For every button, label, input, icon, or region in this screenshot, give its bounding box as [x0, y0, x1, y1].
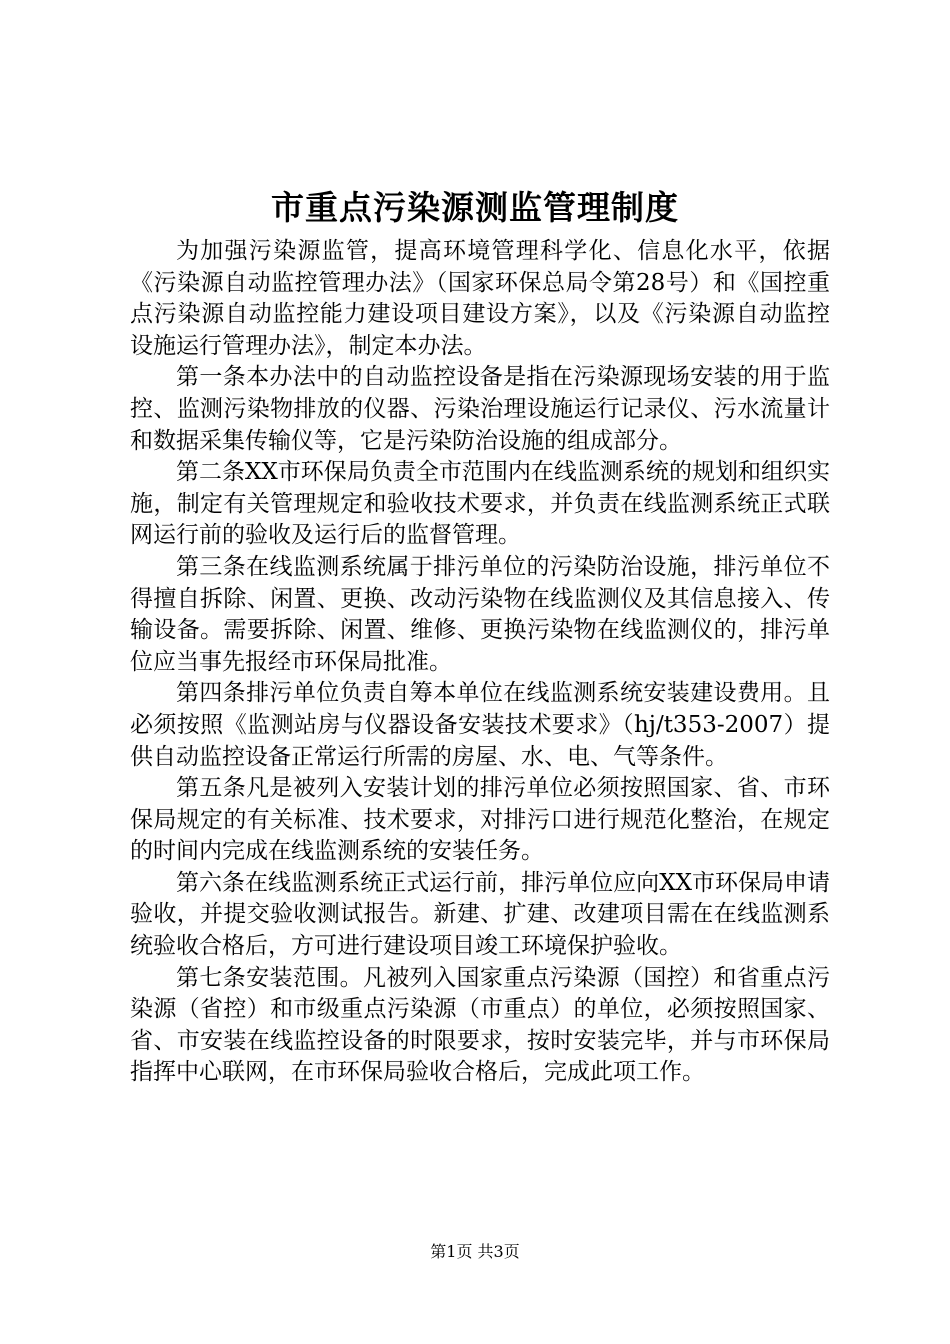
page-number-footer: 第1页 共3页 — [430, 1242, 520, 1261]
paragraph-article-2: 第二条XX市环保局负责全市范围内在线监测系统的规划和组织实施，制定有关管理规定和验收技术要求，并负责在线监测系统正式联网运行前的验收及运行后的监督管理。 — [130, 459, 830, 549]
paragraph-article-7: 第七条安装范围。凡被列入国家重点污染源（国控）和省重点污染源（省控）和市级重点污染源（市重点）的单位，必须按照国家、省、市安装在线监控设备的时限要求，按时安装完毕，并与市环保局指挥中心联网，在市环保局验收合格后，完成此项工作。 — [130, 964, 830, 1086]
paragraph-article-5: 第五条凡是被列入安装计划的排污单位必须按照国家、省、市环保局规定的有关标准、技术要求，对排污口进行规范化整治，在规定的时间内完成在线监测系统的安装任务。 — [130, 775, 830, 865]
paragraph-article-1: 第一条本办法中的自动监控设备是指在污染源现场安装的用于监控、监测污染物排放的仪器、污染治理设施运行记录仪、污水流量计和数据采集传输仪等，它是污染防治设施的组成部分。 — [130, 364, 830, 454]
paragraph-intro: 为加强污染源监管，提高环境管理科学化、信息化水平，依据《污染源自动监控管理办法》（国家环保总局令第28号）和《国控重点污染源自动监控能力建设项目建设方案》，以及《污染源自动监控设施运行管理办法》，制定本办法。 — [130, 238, 830, 359]
paragraph-article-3: 第三条在线监测系统属于排污单位的污染防治设施，排污单位不得擅自拆除、闲置、更换、改动污染物在线监测仪及其信息接入、传输设备。需要拆除、闲置、维修、更换污染物在线监测仪的，排污单位应当事先报经市环保局批准。 — [130, 553, 830, 675]
document-title: 市重点污染源测监管理制度 — [271, 188, 679, 227]
paragraph-article-4: 第四条排污单位负责自筹本单位在线监测系统安装建设费用。且必须按照《监测站房与仪器设备安装技术要求》（hj/t353-2007）提供自动监控设备正常运行所需的房屋、水、电、气等条件。 — [130, 680, 830, 770]
paragraph-article-6: 第六条在线监测系统正式运行前，排污单位应向XX市环保局申请验收，并提交验收测试报告。新建、扩建、改建项目需在在线监测系统验收合格后，方可进行建设项目竣工环境保护验收。 — [130, 869, 830, 960]
document-body — [130, 236, 830, 1089]
